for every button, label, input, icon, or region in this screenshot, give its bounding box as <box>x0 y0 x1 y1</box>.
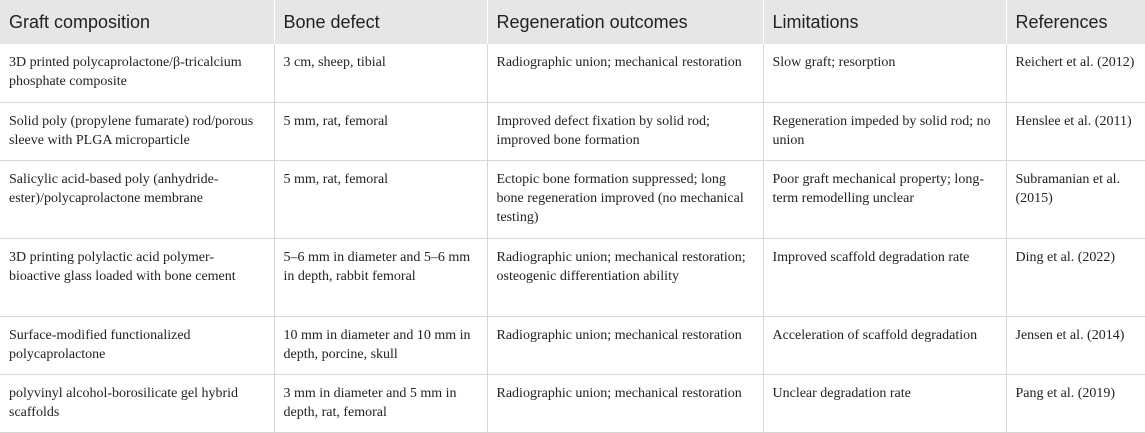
cell-graft-composition: Surface-modified functionalized polycaprolactone <box>0 316 274 374</box>
table-row <box>0 44 1145 102</box>
cell-references: Reichert et al. (2012) <box>1006 44 1145 102</box>
header-regeneration-outcomes: Regeneration outcomes <box>487 0 763 44</box>
cell-bone-defect: 5 mm, rat, femoral <box>274 160 487 238</box>
table-row <box>0 374 1145 432</box>
header-bone-defect: Bone defect <box>274 0 487 44</box>
cell-references: Jensen et al. (2014) <box>1006 316 1145 374</box>
cell-bone-defect: 5 mm, rat, femoral <box>274 102 487 160</box>
cell-graft-composition: 3D printed polycaprolactone/β-tricalcium phosphate composite <box>0 44 274 102</box>
cell-regeneration-outcomes: Radiographic union; mechanical restoration <box>487 316 763 374</box>
table-row <box>0 102 1145 160</box>
cell-bone-defect: 3 mm in diameter and 5 mm in depth, rat, femoral <box>274 374 487 432</box>
cell-limitations: Unclear degradation rate <box>763 374 1006 432</box>
table-header <box>0 0 1145 44</box>
cell-bone-defect: 3 cm, sheep, tibial <box>274 44 487 102</box>
cell-graft-composition: Salicylic acid-based poly (anhydride-ester)/polycaprolactone membrane <box>0 160 274 238</box>
cell-regeneration-outcomes: Radiographic union; mechanical restoration <box>487 374 763 432</box>
cell-references: Ding et al. (2022) <box>1006 238 1145 316</box>
cell-regeneration-outcomes: Improved defect fixation by solid rod; improved bone formation <box>487 102 763 160</box>
table-row <box>0 160 1145 238</box>
cell-regeneration-outcomes: Radiographic union; mechanical restoration; osteogenic differentiation ability <box>487 238 763 316</box>
cell-graft-composition: Solid poly (propylene fumarate) rod/porous sleeve with PLGA microparticle <box>0 102 274 160</box>
cell-limitations: Improved scaffold degradation rate <box>763 238 1006 316</box>
table-row <box>0 238 1145 316</box>
cell-limitations: Poor graft mechanical property; long-term remodelling unclear <box>763 160 1006 238</box>
cell-regeneration-outcomes: Ectopic bone formation suppressed; long bone regeneration improved (no mechanical testing) <box>487 160 763 238</box>
cell-graft-composition: 3D printing polylactic acid polymer-bioactive glass loaded with bone cement <box>0 238 274 316</box>
header-limitations: Limitations <box>763 0 1006 44</box>
header-graft-composition: Graft composition <box>9 11 151 32</box>
cell-bone-defect: 10 mm in diameter and 10 mm in depth, porcine, skull <box>274 316 487 374</box>
cell-regeneration-outcomes: Radiographic union; mechanical restoration <box>487 44 763 102</box>
table-body <box>0 44 1145 432</box>
header-references: References <box>1006 0 1145 44</box>
header-row <box>0 0 1145 44</box>
cell-graft-composition: polyvinyl alcohol-borosilicate gel hybrid scaffolds <box>0 374 274 432</box>
cell-limitations: Acceleration of scaffold degradation <box>763 316 1006 374</box>
table-row <box>0 316 1145 374</box>
cell-limitations: Regeneration impeded by solid rod; no union <box>763 102 1006 160</box>
cell-limitations: Slow graft; resorption <box>763 44 1006 102</box>
cell-references: Henslee et al. (2011) <box>1006 102 1145 160</box>
cell-references: Subramanian et al. (2015) <box>1006 160 1145 238</box>
cell-bone-defect: 5–6 mm in diameter and 5–6 mm in depth, rabbit femoral <box>274 238 487 316</box>
cell-references: Pang et al. (2019) <box>1006 374 1145 432</box>
